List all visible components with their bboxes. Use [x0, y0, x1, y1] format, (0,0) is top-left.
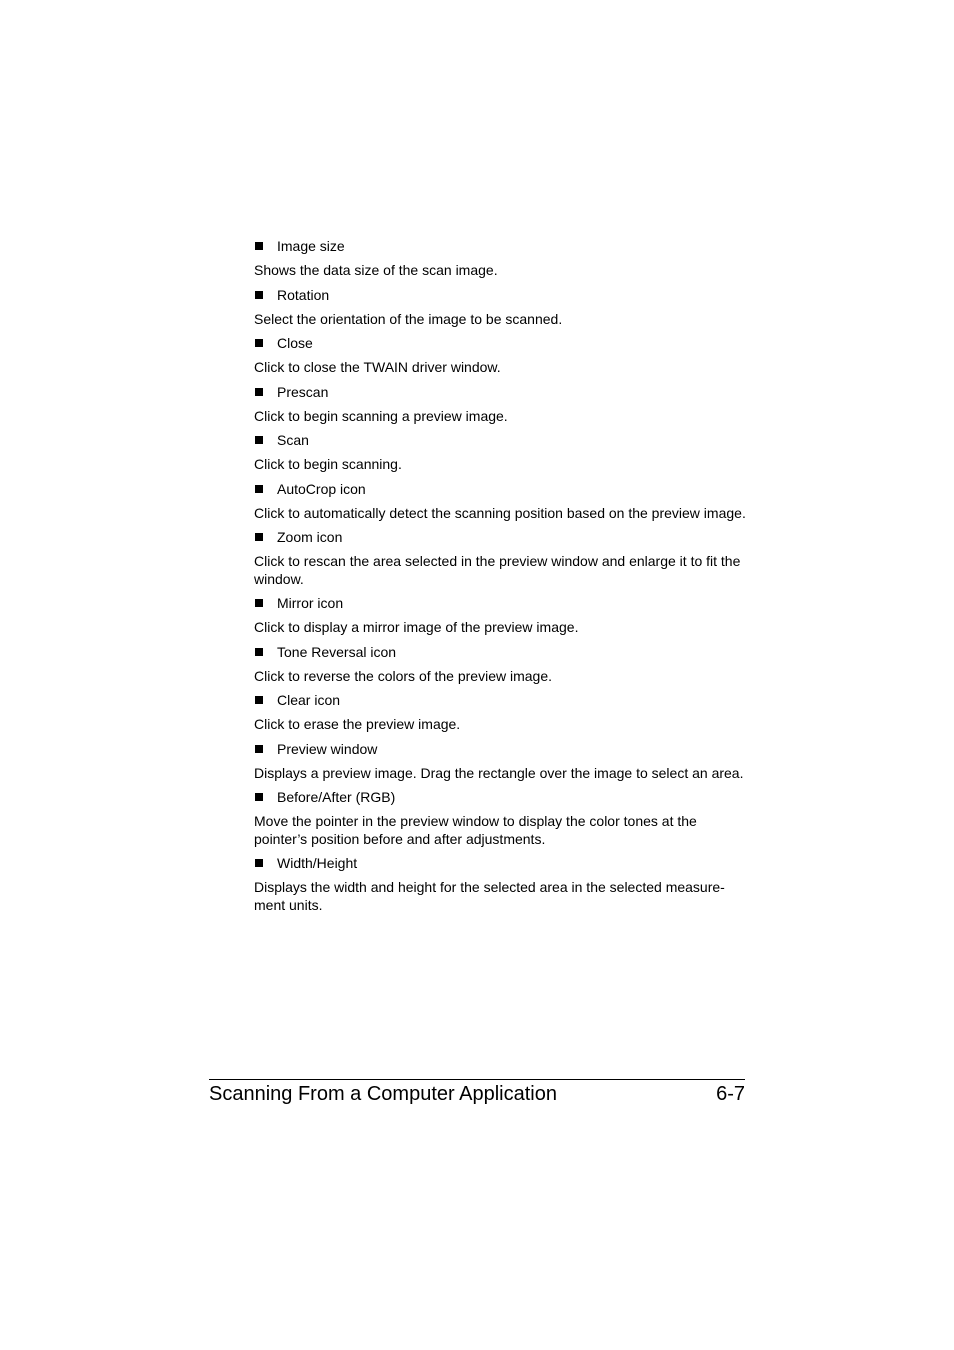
- list-item-close: [254, 335, 746, 352]
- list-item-mirror-icon: [254, 595, 746, 612]
- item-description: Click to close the TWAIN driver window.: [254, 359, 501, 375]
- item-description: Move the pointer in the preview window to display the color tones at the pointer’s position before and after adjustments.: [254, 813, 697, 847]
- item-term: Before/After (RGB): [277, 789, 396, 805]
- square-bullet-icon: [255, 599, 263, 607]
- item-term: AutoCrop icon: [277, 480, 366, 497]
- square-bullet-icon: [255, 242, 263, 250]
- list-item-tone-reversal-icon: [254, 644, 746, 661]
- footer-rule: [209, 1079, 745, 1080]
- square-bullet-icon: [255, 648, 263, 656]
- square-bullet-icon: [255, 388, 263, 396]
- square-bullet-icon: [255, 485, 263, 493]
- square-bullet-icon: [255, 533, 263, 541]
- list-item-rotation: [254, 287, 746, 304]
- item-term: Image size: [277, 238, 345, 254]
- item-term: Mirror icon: [277, 595, 344, 611]
- item-description: Click to reverse the colors of the preview image.: [254, 667, 553, 684]
- list-item-prescan: [254, 384, 746, 401]
- document-body: [254, 238, 746, 921]
- square-bullet-icon: [255, 291, 263, 299]
- square-bullet-icon: [255, 436, 263, 444]
- list-item-clear-icon: [254, 692, 746, 709]
- item-term: Prescan: [277, 383, 329, 400]
- list-item-scan: [254, 432, 746, 449]
- list-item-preview-window: [254, 741, 746, 758]
- item-description: Displays a preview image. Drag the rectangle over the image to select an area.: [254, 764, 744, 781]
- list-item-zoom-icon: [254, 529, 746, 546]
- item-description: Displays the width and height for the selected area in the selected measure-ment units.: [254, 879, 725, 913]
- item-description: Click to erase the preview image.: [254, 716, 461, 732]
- item-description: Shows the data size of the scan image.: [254, 262, 498, 278]
- square-bullet-icon: [255, 793, 263, 801]
- item-term: Scan: [277, 432, 309, 448]
- item-description: Click to begin scanning.: [254, 456, 402, 472]
- list-item-before-after-rgb: [254, 789, 746, 806]
- footer-page-number: 6-7: [716, 1083, 745, 1105]
- list-item-image-size: [254, 238, 746, 255]
- item-term: Tone Reversal icon: [277, 643, 397, 660]
- item-description: Select the orientation of the image to be scanned.: [254, 310, 563, 327]
- square-bullet-icon: [255, 745, 263, 753]
- square-bullet-icon: [255, 859, 263, 867]
- item-description: Click to begin scanning a preview image.: [254, 407, 508, 424]
- item-term: Rotation: [277, 286, 330, 303]
- item-term: Close: [277, 335, 313, 351]
- item-term: Preview window: [277, 740, 378, 757]
- footer-chapter-title: Scanning From a Computer Application: [209, 1083, 557, 1105]
- list-item-autocrop-icon: [254, 481, 746, 498]
- item-term: Zoom icon: [277, 529, 343, 545]
- square-bullet-icon: [255, 696, 263, 704]
- square-bullet-icon: [255, 339, 263, 347]
- item-description: Click to automatically detect the scanning position based on the preview image.: [254, 504, 746, 521]
- item-term: Width/Height: [277, 855, 358, 871]
- item-description: Click to display a mirror image of the preview image.: [254, 619, 579, 635]
- item-term: Clear icon: [277, 692, 341, 708]
- item-description: Click to rescan the area selected in the preview window and enlarge it to fit the window.: [254, 553, 741, 587]
- list-item-width-height: [254, 855, 746, 872]
